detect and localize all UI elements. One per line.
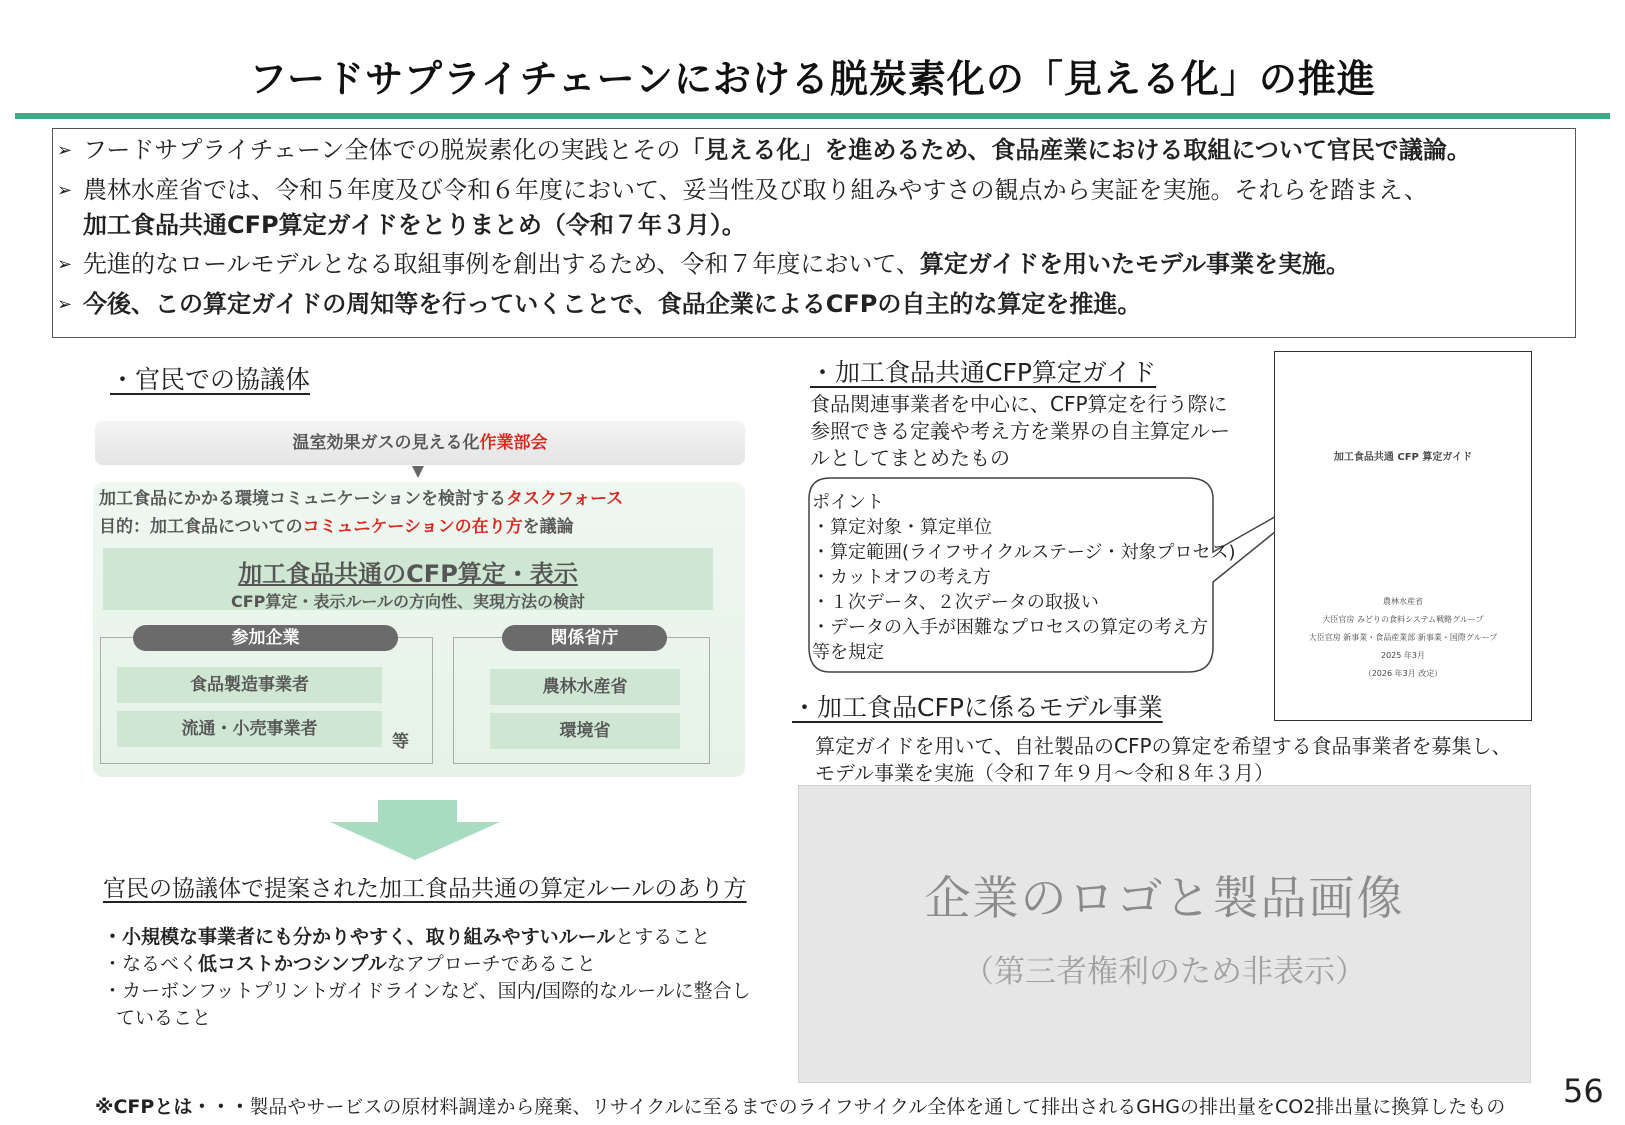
summary-bullet-2 bbox=[57, 173, 1428, 242]
summary-box bbox=[52, 128, 1576, 338]
model-description-1: 算定ガイドを用いて、自社製品のCFPの算定を希望する食品事業者を募集し、 bbox=[815, 734, 1512, 758]
title-divider bbox=[15, 113, 1610, 119]
summary-bullet-4-bold: 今後、この算定ガイドの周知等を行っていくことで、食品企業によるCFPの自主的な算定を推進。 bbox=[83, 290, 1142, 318]
placeholder-sub-text: （第三者権利のため非表示） bbox=[963, 954, 1366, 990]
footnote-text: 製品やサービスの原材料調達から廃棄、リサイクルに至るまでのライフサイクル全体を通して排出されるGHGの排出量をCO2排出量に換算したもの bbox=[249, 1096, 1506, 1118]
rule-3: ・カーボンフットプリントガイドラインなど、国内/国際的なルールに整合し bbox=[103, 980, 751, 1002]
rules-heading: 官民の協議体で提案された加工食品共通の算定ルールのあり方 bbox=[103, 876, 747, 902]
ministry-maff: 農林水産省 bbox=[490, 669, 680, 705]
rule-3-cont: ていること bbox=[116, 1007, 212, 1029]
guide-description-1: 食品関連事業者を中心に、CFP算定を行う際に bbox=[810, 392, 1228, 416]
rule-2-pre: ・なるべく bbox=[103, 953, 199, 975]
cfp-banner-subtitle: CFP算定・表示ルールの方向性、実現方法の検討 bbox=[230, 592, 586, 611]
point-4: ・１次データ、２次データの取扱い bbox=[812, 592, 1099, 613]
footnote-label: ※CFPとは・・・ bbox=[95, 1096, 250, 1118]
rule-1-bold: ・小規模な事業者にも分かりやすく、取り組みやすいルール bbox=[103, 926, 616, 948]
cover-date-1: 2025 年3月 bbox=[1381, 651, 1425, 660]
company-food-manufacturers: 食品製造事業者 bbox=[117, 667, 382, 703]
working-group-text: 温室効果ガスの見える化 bbox=[292, 433, 480, 453]
rule-1-text: とすること bbox=[615, 926, 711, 948]
summary-bullet-1-bold: 「見える化」を進めるため、食品産業における取組について官民で議論。 bbox=[680, 136, 1471, 164]
task-force-line-2 bbox=[99, 512, 574, 537]
guide-description-2: 参照できる定義や考え方を業界の自主算定ルー bbox=[810, 419, 1230, 443]
summary-bullet-3-bold: 算定ガイドを用いたモデル事業を実施。 bbox=[919, 250, 1350, 278]
task-force-line-2-post: を議論 bbox=[522, 517, 574, 537]
summary-bullet-2-text: 農林水産省では、令和５年度及び令和６年度において、妥当性及び取り組みやすさの観点から実証を実施。それらを踏まえ、 bbox=[83, 176, 1428, 204]
working-group-red-text: 作業部会 bbox=[479, 433, 548, 453]
point-6: 等を規定 bbox=[812, 642, 884, 663]
cover-org-3: 大臣官房 新事業・食品産業部 新事業・国際グループ bbox=[1308, 633, 1498, 642]
council-heading: ・官民での協議体 bbox=[110, 365, 311, 394]
big-down-arrow-icon bbox=[330, 800, 500, 860]
cover-org-1: 農林水産省 bbox=[1383, 597, 1423, 606]
rule-2-post: なアプローチであること bbox=[386, 953, 596, 975]
ministry-env: 環境省 bbox=[490, 713, 680, 749]
point-1: ・算定対象・算定単位 bbox=[812, 517, 992, 538]
page-number: 56 bbox=[1563, 1072, 1604, 1110]
model-description-2: モデル事業を実施（令和７年９月～令和８年３月） bbox=[815, 761, 1274, 785]
company-distribution-retail: 流通・小売事業者 bbox=[117, 711, 382, 747]
guide-description-3: ルとしてまとめたもの bbox=[810, 446, 1010, 470]
cover-title: 加工食品共通 CFP 算定ガイド bbox=[1333, 452, 1473, 463]
model-project-heading: ・加工食品CFPに係るモデル事業 bbox=[792, 693, 1163, 722]
guide-cover-thumbnail bbox=[1274, 351, 1532, 721]
points-title: ポイント bbox=[812, 492, 884, 513]
etc-label: 等 bbox=[392, 732, 409, 752]
task-force-line-2-text: 目的：加工食品についての bbox=[99, 517, 303, 537]
task-force-line-1-red: タスクフォース bbox=[505, 489, 624, 509]
summary-bullet-1-text: フードサプライチェーン全体での脱炭素化の実践とその bbox=[83, 136, 681, 164]
task-force-line-2-red: コミュニケーションの在り方 bbox=[302, 517, 523, 537]
companies-label: 参加企業 bbox=[133, 625, 398, 651]
arrow-bullet-icon: ➢ bbox=[57, 180, 73, 201]
placeholder-main-text: 企業のロゴと製品画像 bbox=[924, 871, 1405, 925]
rule-2-bold: 低コストかつシンプル bbox=[198, 953, 387, 975]
point-2: ・算定範囲(ライフサイクルステージ・対象プロセス) bbox=[812, 542, 1236, 563]
arrow-bullet-icon: ➢ bbox=[57, 254, 73, 275]
logo-image-placeholder bbox=[798, 785, 1531, 1083]
working-group-bar bbox=[95, 421, 745, 465]
arrow-bullet-icon: ➢ bbox=[57, 140, 73, 161]
ministries-label: 関係省庁 bbox=[502, 625, 667, 651]
task-force-line-1-text: 加工食品にかかる環境コミュニケーションを検討する bbox=[99, 489, 506, 509]
footnote bbox=[95, 1092, 1505, 1119]
point-5: ・データの入手が困難なプロセスの算定の考え方 bbox=[812, 617, 1208, 638]
rule-2 bbox=[103, 949, 596, 976]
down-arrow-icon bbox=[412, 466, 424, 478]
summary-bullet-3-text: 先進的なロールモデルとなる取組事例を創出するため、令和７年度において、 bbox=[83, 250, 920, 278]
summary-bullet-4 bbox=[57, 287, 1141, 322]
cfp-banner-title: 加工食品共通のCFP算定・表示 bbox=[238, 560, 578, 588]
point-3: ・カットオフの考え方 bbox=[812, 567, 991, 588]
summary-bullet-3 bbox=[57, 247, 1350, 282]
cover-org-2: 大臣官房 みどりの食料システム戦略グループ bbox=[1322, 615, 1484, 624]
cfp-banner bbox=[103, 548, 713, 610]
page-title: フードサプライチェーンにおける脱炭素化の「見える化」の推進 bbox=[249, 57, 1376, 101]
arrow-bullet-icon: ➢ bbox=[57, 294, 73, 315]
task-force-line-1 bbox=[99, 484, 623, 509]
summary-bullet-1 bbox=[57, 133, 1471, 168]
guide-heading: ・加工食品共通CFP算定ガイド bbox=[810, 358, 1157, 387]
cover-date-2: （2026 年3月 改定） bbox=[1363, 669, 1443, 678]
rule-1 bbox=[103, 922, 710, 949]
summary-bullet-2-bold: 加工食品共通CFP算定ガイドをとりまとめ（令和７年３月）。 bbox=[83, 211, 746, 239]
